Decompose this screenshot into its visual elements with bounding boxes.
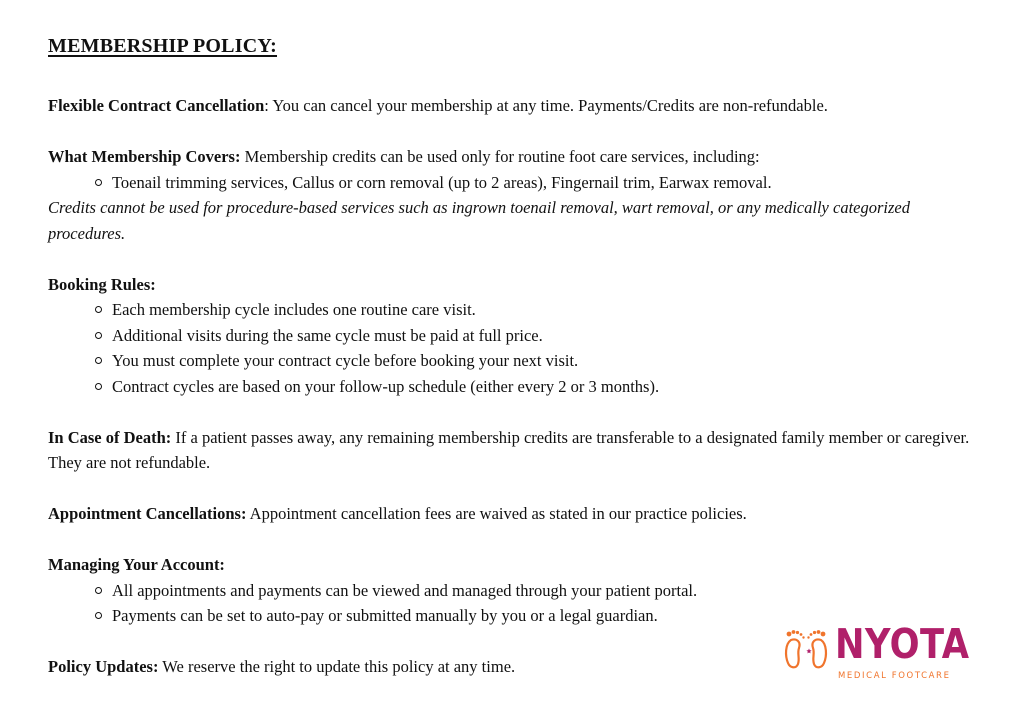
logo-subtitle: MEDICAL FOOTCARE [838,671,951,681]
updates-label: Policy Updates: [48,657,159,676]
page-title: MEMBERSHIP POLICY: [48,35,278,57]
list-item: Additional visits during the same cycle must be paid at full price. [112,323,988,349]
updates-text: We reserve the right to update this policy at any time. [158,657,516,676]
covers-note: Credits cannot be used for procedure-based services such as ingrown toenail removal, wart removal, or any medically categorized procedures. [48,198,910,243]
list-item: Toenail trimming services, Callus or corn removal (up to 2 areas), Fingernail trim, Earwax removal. [112,170,988,196]
section-death [48,425,988,476]
appointments-text: Appointment cancellation fees are waived as stated in our practice policies. [246,504,747,523]
list-item: You must complete your contract cycle before booking your next visit. [112,348,988,374]
booking-label: Booking Rules: [48,274,156,294]
policy-document [48,35,988,705]
logo-name: NYOTA [835,620,970,668]
booking-list [48,297,988,399]
death-label: In Case of Death: [48,427,172,447]
list-item: Payments can be set to auto-pay or submitted manually by you or a legal guardian. [112,603,988,629]
account-label: Managing Your Account: [48,555,225,574]
section-booking [48,272,988,400]
list-item: Contract cycles are based on your follow-up schedule (either every 2 or 3 months). [112,374,988,400]
covers-list [48,170,988,196]
nyota-logo [781,620,970,686]
list-item: All appointments and payments can be viewed and managed through your patient portal. [112,578,988,604]
section-appointments [48,501,988,527]
covers-text: Membership credits can be used only for routine foot care services, including: [240,147,760,166]
appointments-label: Appointment Cancellations: [48,504,247,523]
death-text: If a patient passes away, any remaining membership credits are transferable to a designated family member or caregiver. They are not refundable. [48,427,970,472]
section-covers [48,144,988,246]
covers-label: What Membership Covers: [48,147,241,166]
cancellation-label: Flexible Contract Cancellation [48,96,265,115]
section-cancellation [48,93,988,119]
list-item: Each membership cycle includes one routine care visit. [112,297,988,323]
cancellation-text: : You can cancel your membership at any time. Payments/Credits are non-refundable. [264,96,828,115]
section-account [48,552,988,629]
feet-icon [781,626,831,672]
